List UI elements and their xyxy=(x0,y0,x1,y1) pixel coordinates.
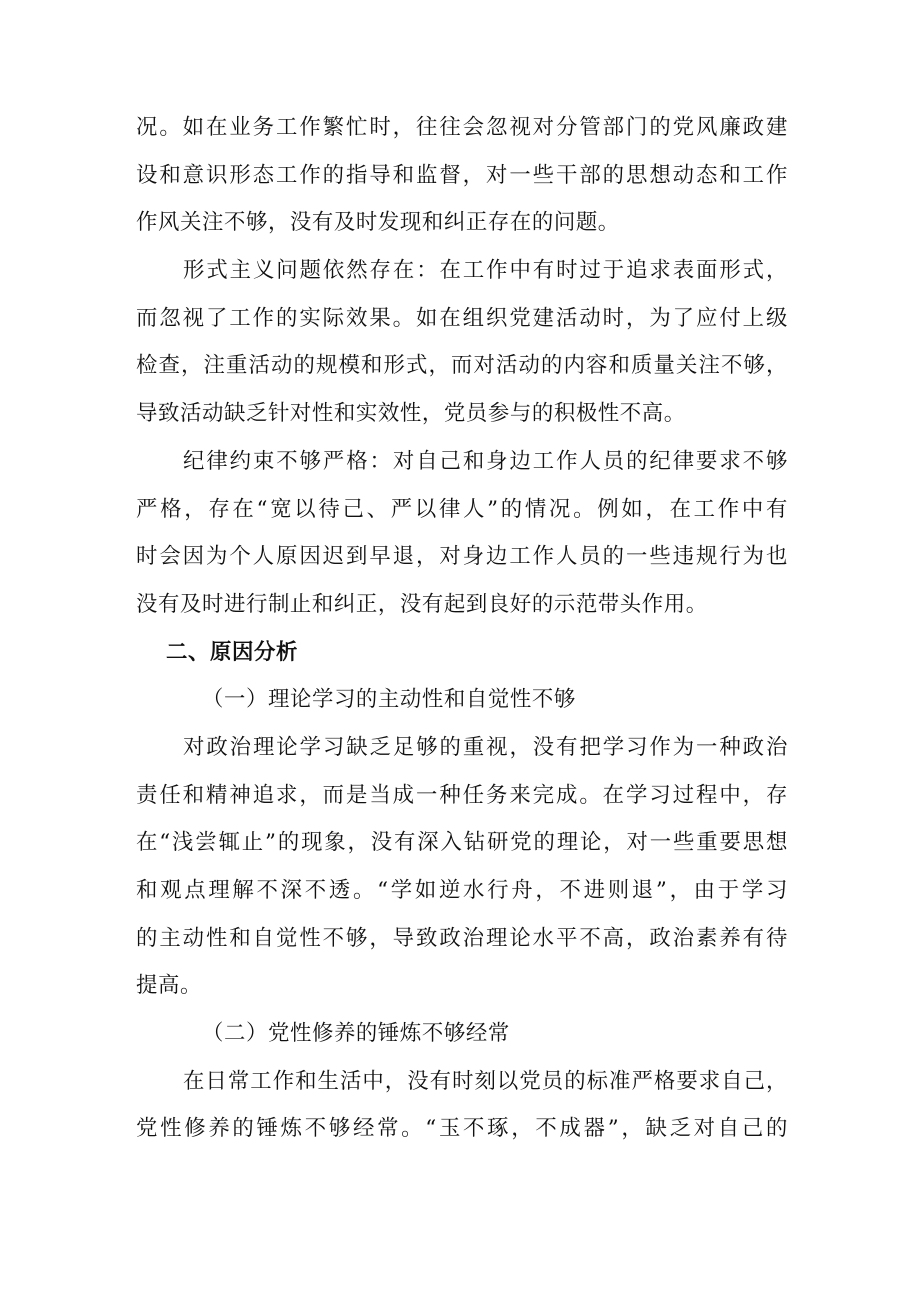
paragraph-line: 和观点理解不深不透。“学如逆水行舟，不进则退”，由于学习 xyxy=(136,878,788,903)
paragraph-line: 而忽视了工作的实际效果。如在组织党建活动时，为了应付上级 xyxy=(136,305,788,331)
paragraph-line: 纪律约束不够严格：对自己和身边工作人员的纪律要求不够 xyxy=(183,448,788,474)
document-body xyxy=(136,104,788,1153)
subsection-heading: （二）党性修养的锤炼不够经常 xyxy=(202,1021,510,1047)
paragraph-line: 设和意识形态工作的指导和监督，对一些干部的思想动态和工作 xyxy=(136,162,788,188)
subsection-heading: （一）理论学习的主动性和自觉性不够 xyxy=(202,687,576,713)
paragraph-line: 时会因为个人原因迟到早退，对身边工作人员的一些违规行为也 xyxy=(136,544,788,570)
paragraph-line: 提高。 xyxy=(136,973,202,999)
paragraph-line: 责任和精神追求，而是当成一种任务来完成。在学习过程中，存 xyxy=(136,782,788,808)
paragraph-line: 检查，注重活动的规模和形式，而对活动的内容和质量关注不够， xyxy=(136,353,788,379)
paragraph-line: 的主动性和自觉性不够，导致政治理论水平不高，政治素养有待 xyxy=(136,925,788,951)
paragraph-line: 在日常工作和生活中，没有时刻以党员的标准严格要求自己， xyxy=(183,1068,788,1094)
paragraph-line: 对政治理论学习缺乏足够的重视，没有把学习作为一种政治 xyxy=(183,734,788,760)
paragraph-line: 党性修养的锤炼不够经常。“玉不琢，不成器”，缺乏对自己的 xyxy=(136,1116,788,1142)
paragraph-line: 严格，存在“宽以待己、严以律人”的情况。例如，在工作中有 xyxy=(136,496,788,522)
paragraph-line: 况。如在业务工作繁忙时，往往会忽视对分管部门的党风廉政建 xyxy=(136,115,788,140)
paragraph-line: 作风关注不够，没有及时发现和纠正存在的问题。 xyxy=(136,210,620,236)
paragraph-line: 导致活动缺乏针对性和实效性，党员参与的积极性不高。 xyxy=(136,401,686,427)
paragraph-line: 在“浅尝辄止”的现象，没有深入钻研党的理论，对一些重要思想 xyxy=(136,830,788,856)
paragraph-line: 没有及时进行制止和纠正，没有起到良好的示范带头作用。 xyxy=(136,591,708,617)
section-heading: 二、原因分析 xyxy=(166,639,298,665)
paragraph-line: 形式主义问题依然存在：在工作中有时过于追求表面形式， xyxy=(183,258,788,284)
